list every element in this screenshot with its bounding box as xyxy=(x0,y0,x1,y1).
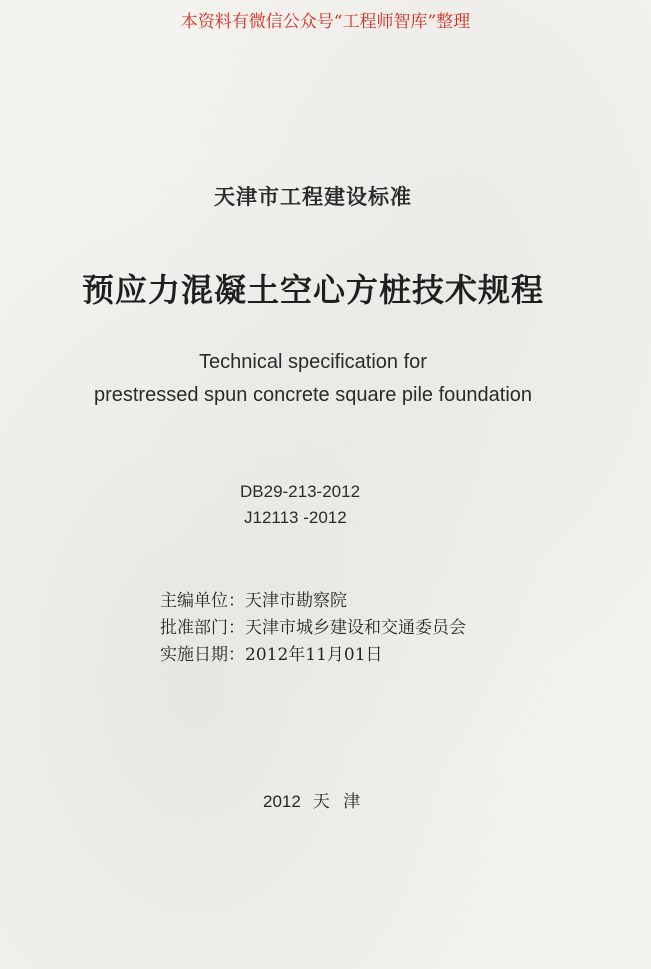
info-row-effective-date xyxy=(160,644,383,666)
standard-code: DB29-213-2012 xyxy=(240,482,361,501)
imprint-place: 天 津 xyxy=(312,792,365,812)
title-english-line-2: prestressed spun concrete square pile foundation xyxy=(93,384,533,406)
registration-code: J12113 -2012 xyxy=(244,508,347,527)
title-english-line-1: Technical specification for xyxy=(199,351,427,373)
imprint-year: 2012 xyxy=(263,792,301,811)
info-label: 主编单位： xyxy=(160,591,245,611)
info-value: 天津市勘察院 xyxy=(245,591,347,611)
imprint xyxy=(263,791,364,813)
title-chinese: 预应力混凝土空心方桩技术规程 xyxy=(81,271,544,309)
info-value: 2012年11月01日 xyxy=(245,645,383,665)
info-label: 实施日期： xyxy=(160,645,245,665)
watermark-text: 本资料有微信公众号“工程师智库”整理 xyxy=(180,12,471,32)
info-value: 天津市城乡建设和交通委员会 xyxy=(245,618,466,638)
info-label: 批准部门： xyxy=(160,618,245,638)
info-row-editor xyxy=(160,590,347,612)
standard-series: 天津市工程建设标准 xyxy=(214,185,412,209)
info-row-approver xyxy=(160,617,466,639)
